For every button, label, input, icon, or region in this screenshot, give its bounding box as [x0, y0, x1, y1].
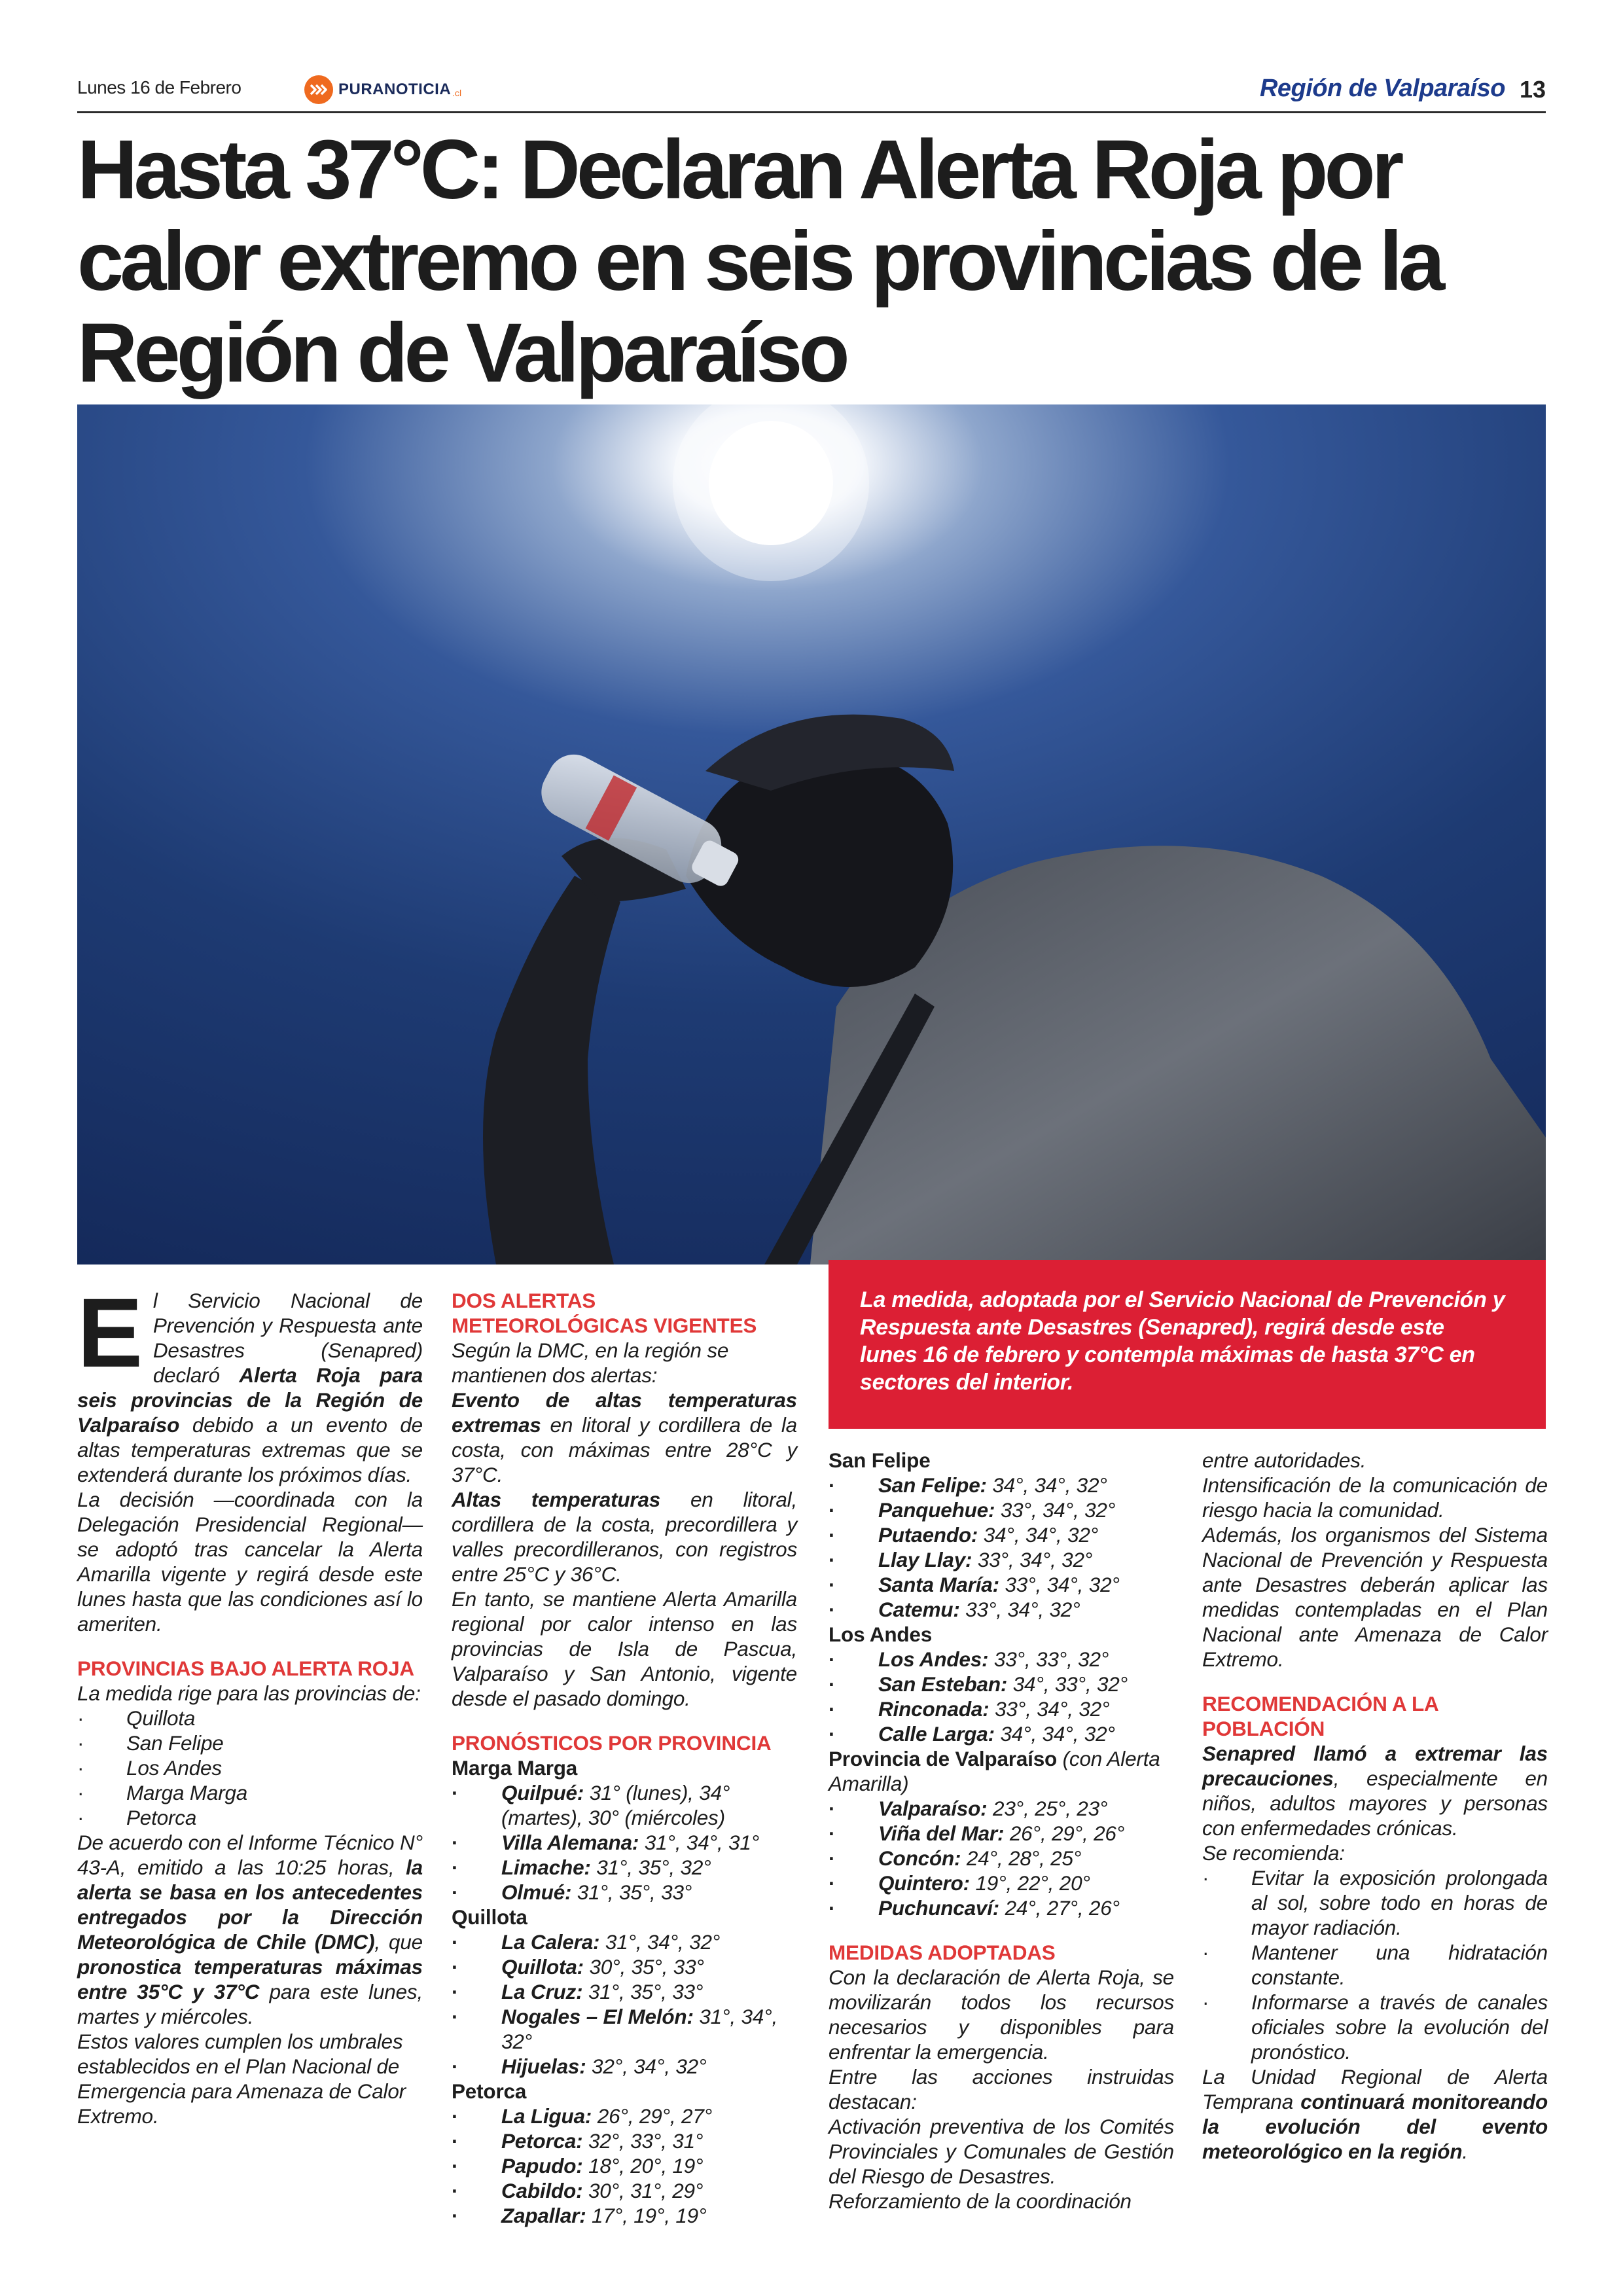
- locality-name: Zapallar:: [501, 2204, 586, 2227]
- column-1: [77, 1278, 423, 2128]
- locality-temps: 30°, 31°, 29°: [582, 2179, 704, 2202]
- forecast-item: [452, 1979, 797, 2004]
- forecast-list: [829, 1796, 1174, 1920]
- text-bold: Altas temperaturas: [452, 1488, 661, 1511]
- locality-name: Limache:: [501, 1856, 591, 1879]
- locality-temps: 24°, 28°, 25°: [961, 1846, 1082, 1870]
- locality-name: Puchuncaví:: [878, 1896, 1000, 1920]
- forecast-group-title: [829, 1448, 1174, 1473]
- text-bold: la alerta se basa en los antecedentes entregados por la Dirección Meteorológica de Chile (DMC): [77, 1856, 423, 1954]
- forecast-item: [829, 1597, 1174, 1622]
- locality-temps: 32°, 33°, 31°: [582, 2129, 704, 2153]
- locality-temps: 26°, 29°, 26°: [1004, 1821, 1125, 1845]
- forecast-item: [452, 1830, 797, 1855]
- heading-recomendacion: RECOMENDACIÓN A LA POBLACIÓN: [1202, 1692, 1438, 1740]
- forecast-group-title: [452, 2079, 797, 2104]
- list-item: · Marga Marga: [77, 1780, 423, 1805]
- province-name: Petorca: [452, 2079, 527, 2103]
- forecast-list: [829, 1473, 1174, 1622]
- text-run: en litoral, cordillera de la costa, precordillera y valles precordilleranos, con registros entre 25°C y 36°C.: [452, 1488, 798, 1586]
- forecast-item: [829, 1647, 1174, 1672]
- forecast-item: [829, 1572, 1174, 1597]
- lead-text: l Servicio Nacional de Prevención y Respuesta ante Desastres (Senapred) declaró: [152, 1289, 423, 1387]
- pull-quote-text: La medida, adoptada por el Servicio Nacional de Prevención y Respuesta ante Desastres (Senapred), regirá desde este lunes 16 de febrero y contempla máximas de hasta 37°C en sectores del interior.: [860, 1287, 1505, 1395]
- locality-name: Cabildo:: [501, 2179, 583, 2202]
- forecast-item: [829, 1547, 1174, 1572]
- province-name: Marga Marga: [452, 1756, 578, 1780]
- locality-name: Los Andes:: [878, 1647, 989, 1671]
- locality-name: Santa María:: [878, 1573, 999, 1596]
- locality-name: Nogales – El Melón:: [501, 2005, 694, 2028]
- locality-temps: 23°, 25°, 23°: [987, 1797, 1108, 1820]
- forecast-item: [452, 2153, 797, 2178]
- locality-name: La Cruz:: [501, 1980, 583, 2003]
- locality-temps: 33°, 34°, 32°: [972, 1548, 1093, 1571]
- locality-temps: 31°, 34°, 32°: [501, 2005, 778, 2053]
- forecast-item: [452, 2203, 797, 2228]
- issue-date: Lunes 16 de Febrero: [77, 77, 241, 98]
- forecast-list: [452, 2104, 797, 2228]
- locality-name: Putaendo:: [878, 1523, 978, 1547]
- paragraph-precauciones: [1202, 1741, 1548, 1840]
- list-item: · Mantener una hidratación constante.: [1202, 1940, 1548, 1990]
- paragraph-autoridades: entre autoridades.: [1202, 1448, 1366, 1472]
- province-name: Provincia de Valparaíso: [829, 1747, 1058, 1770]
- locality-temps: 31°, 35°, 33°: [571, 1880, 692, 1904]
- paragraph-unidad: [1202, 2064, 1548, 2164]
- logo-wordmark: PURANOTICIA: [338, 81, 452, 98]
- province-note: (con Alerta Amarilla): [829, 1747, 1160, 1795]
- paragraph-alerta-amarilla: En tanto, se mantiene Alerta Amarilla regional por calor intenso en las provincias de Isla de Pascua, Valparaíso y San Antonio, vigente desde el pasado domingo.: [452, 1587, 797, 1710]
- locality-name: Olmué:: [501, 1880, 572, 1904]
- locality-name: Llay Llay:: [878, 1548, 972, 1571]
- locality-name: Quintero:: [878, 1871, 970, 1895]
- locality-name: Quilpué:: [501, 1781, 584, 1804]
- forecast-item: [452, 2104, 797, 2128]
- locality-name: Rinconada:: [878, 1697, 990, 1721]
- text-bold: pronostica temperaturas máximas entre 35°C y 37°C: [77, 1955, 423, 2003]
- forecast-list: [452, 1929, 797, 2079]
- paragraph-acciones: Entre las acciones instruidas destacan:: [829, 2065, 1174, 2113]
- forecast-item: [452, 1929, 797, 1954]
- list-item: · Quillota: [77, 1706, 423, 1731]
- province-name: Quillota: [452, 1905, 527, 1929]
- paragraph-alerta-2: [452, 1487, 797, 1587]
- locality-name: Calle Larga:: [878, 1722, 995, 1746]
- paragraph-sistema: Además, los organismos del Sistema Nacional de Prevención y Respuesta ante Desastres deberán aplicar las medidas contempladas en el Plan Nacional ante Amenaza de Calor Extremo.: [1202, 1523, 1548, 1671]
- forecast-item: [452, 2054, 797, 2079]
- locality-name: Panquehue:: [878, 1498, 995, 1522]
- paragraph-comites: Activación preventiva de los Comités Provinciales y Comunales de Gestión del Riesgo de Desastres.: [829, 2115, 1174, 2188]
- locality-temps: 34°, 34°, 32°: [978, 1523, 1099, 1547]
- text-run: .: [1462, 2140, 1468, 2163]
- page-number: 13: [1519, 76, 1546, 103]
- heading-medidas: MEDIDAS ADOPTADAS: [829, 1941, 1056, 1964]
- forecast-list: [829, 1647, 1174, 1746]
- locality-temps: 33°, 34°, 32°: [999, 1573, 1120, 1596]
- forecast-group-title: [829, 1746, 1174, 1796]
- forecast-item: [829, 1473, 1174, 1498]
- forecast-item: [829, 1672, 1174, 1696]
- text-run: De acuerdo con el Informe Técnico N° 43-A, emitido a las 10:25 horas,: [77, 1831, 423, 1879]
- locality-temps: 18°, 20°, 19°: [582, 2154, 704, 2178]
- header-divider: [77, 111, 1546, 113]
- text-run: en litoral y cordillera de la costa, con máximas entre 28°C y 37°C.: [452, 1413, 797, 1486]
- column-4: [1202, 1448, 1548, 2164]
- list-item: · San Felipe: [77, 1731, 423, 1755]
- locality-temps: 32°, 34°, 32°: [586, 2054, 707, 2078]
- province-name: Los Andes: [829, 1623, 933, 1646]
- pull-quote: [829, 1260, 1546, 1429]
- locality-name: San Felipe:: [878, 1473, 987, 1497]
- logo-suffix: .cl: [452, 88, 462, 98]
- forecast-group-title: [452, 1755, 797, 1780]
- forecast-item: [452, 1780, 797, 1830]
- lead-end: debido a un evento de altas temperaturas extremas que se extenderá durante los próximos días.: [77, 1413, 423, 1486]
- paragraph-decision: La decisión —coordinada con la Delegación Presidencial Regional— se adoptó tras cancelar la Alerta Amarilla vigente y regirá desde este lunes hasta que las condiciones así lo ameriten.: [77, 1488, 423, 1636]
- forecast-groups-b: [829, 1448, 1174, 1920]
- list-item: · Evitar la exposición prolongada al sol, sobre todo en horas de mayor radiación.: [1202, 1865, 1548, 1940]
- forecast-group-title: [829, 1622, 1174, 1647]
- heading-provincias: PROVINCIAS BAJO ALERTA ROJA: [77, 1657, 414, 1680]
- forecast-item: [829, 1498, 1174, 1522]
- column-2: [452, 1288, 797, 2228]
- locality-temps: 30°, 35°, 33°: [583, 1955, 704, 1979]
- text-run: para este lunes, martes y miércoles.: [77, 1980, 423, 2028]
- paragraph-umbrales: Estos valores cumplen los umbrales establecidos en el Plan Nacional de Emergencia para Amenaza de Calor Extremo.: [77, 2030, 406, 2128]
- paragraph-comunicacion: Intensificación de la comunicación de riesgo hacia la comunidad.: [1202, 1473, 1548, 1522]
- locality-temps: 33°, 34°, 32°: [989, 1697, 1110, 1721]
- locality-name: Quillota:: [501, 1955, 584, 1979]
- locality-name: La Calera:: [501, 1930, 600, 1954]
- locality-name: San Esteban:: [878, 1672, 1008, 1696]
- forecast-list: [452, 1780, 797, 1905]
- locality-name: Catemu:: [878, 1598, 960, 1621]
- locality-name: Villa Alemana:: [501, 1831, 639, 1854]
- locality-temps: 31°, 34°, 31°: [639, 1831, 760, 1854]
- locality-name: Petorca:: [501, 2129, 583, 2153]
- forecast-item: [829, 1796, 1174, 1821]
- locality-temps: 34°, 34°, 32°: [986, 1473, 1107, 1497]
- locality-name: Hijuelas:: [501, 2054, 586, 2078]
- paragraph-informe: [77, 1830, 423, 2029]
- locality-temps: 31°, 34°, 32°: [599, 1930, 721, 1954]
- drop-cap: E: [77, 1278, 143, 1388]
- locality-temps: 19°, 22°, 20°: [969, 1871, 1090, 1895]
- lead-bold: Alerta Roja para seis provincias de la Región de Valparaíso: [77, 1363, 423, 1437]
- paragraph-coordinacion: Reforzamiento de la coordinación: [829, 2189, 1132, 2213]
- province-name: San Felipe: [829, 1448, 931, 1472]
- paragraph-alerta-1: [452, 1388, 797, 1487]
- forecast-item: [452, 1855, 797, 1880]
- locality-temps: 33°, 34°, 32°: [959, 1598, 1080, 1621]
- article-headline: Hasta 37°C: Declaran Alerta Roja por calor extremo en seis provincias de la Región de Valparaíso: [77, 123, 1442, 400]
- paragraph-dmc: Según la DMC, en la región se mantienen dos alertas:: [452, 1338, 729, 1387]
- locality-name: Viña del Mar:: [878, 1821, 1005, 1845]
- paragraph-se-recomienda: Se recomienda:: [1202, 1841, 1345, 1865]
- forecast-item: [452, 1880, 797, 1905]
- list-item: · Los Andes: [77, 1755, 423, 1780]
- heading-alertas: DOS ALERTAS METEOROLÓGICAS VIGENTES: [452, 1289, 757, 1337]
- locality-temps: 26°, 29°, 27°: [592, 2104, 713, 2128]
- forecast-item: [829, 1696, 1174, 1721]
- list-item: · Informarse a través de canales oficiales sobre la evolución del pronóstico.: [1202, 1990, 1548, 2064]
- locality-temps: 33°, 34°, 32°: [995, 1498, 1116, 1522]
- forecast-item: [829, 1721, 1174, 1746]
- locality-temps: 31°, 35°, 32°: [590, 1856, 711, 1879]
- logo-arrows-icon: [304, 75, 333, 104]
- forecast-item: [452, 2178, 797, 2203]
- forecast-group-title: [452, 1905, 797, 1929]
- paragraph-medida: La medida rige para las provincias de:: [77, 1681, 421, 1705]
- locality-temps: 31° (lunes), 34° (martes), 30° (miércoles): [501, 1781, 730, 1829]
- forecast-item: [452, 1954, 797, 1979]
- locality-temps: 31°, 35°, 33°: [582, 1980, 704, 2003]
- forecast-item: [829, 1895, 1174, 1920]
- column-3: [829, 1448, 1174, 2214]
- text-bold: continuará monitoreando la evolución del evento meteorológico en la región: [1202, 2090, 1548, 2163]
- locality-temps: 24°, 27°, 26°: [999, 1896, 1120, 1920]
- list-item: · Petorca: [77, 1805, 423, 1830]
- recommendations-list: [1202, 1865, 1548, 2064]
- locality-temps: 33°, 33°, 32°: [988, 1647, 1109, 1671]
- locality-temps: 34°, 34°, 32°: [994, 1722, 1115, 1746]
- forecast-item: [829, 1871, 1174, 1895]
- forecast-item: [829, 1522, 1174, 1547]
- text-bold: Evento de altas temperaturas extremas: [452, 1388, 797, 1437]
- puranoticia-logo[interactable]: [304, 76, 461, 103]
- text-bold: Senapred llamó a extremar las precauciones: [1202, 1742, 1548, 1790]
- text-run: La Unidad Regional de Alerta Temprana: [1202, 2065, 1548, 2113]
- locality-name: Valparaíso:: [878, 1797, 988, 1820]
- forecast-item: [829, 1846, 1174, 1871]
- locality-temps: 34°, 33°, 32°: [1007, 1672, 1128, 1696]
- forecast-groups-a: [452, 1755, 797, 2228]
- section-title: Región de Valparaíso: [1259, 75, 1505, 102]
- locality-name: La Ligua:: [501, 2104, 592, 2128]
- heading-pronosticos: PRONÓSTICOS POR PROVINCIA: [452, 1731, 772, 1755]
- paragraph-recursos: Con la declaración de Alerta Roja, se movilizarán todos los recursos necesarios y disponibles para enfrentar la emergencia.: [829, 1965, 1174, 2064]
- locality-name: Concón:: [878, 1846, 961, 1870]
- provinces-list: [77, 1706, 423, 1830]
- lead-paragraph: [77, 1278, 423, 1487]
- article-photo: [77, 404, 1546, 1265]
- locality-name: Papudo:: [501, 2154, 583, 2178]
- text-run: , que: [374, 1930, 423, 1954]
- forecast-item: [452, 2004, 797, 2054]
- text-run: , especialmente en niños, adultos mayores y personas con enfermedades crónicas.: [1202, 1767, 1548, 1840]
- forecast-item: [829, 1821, 1174, 1846]
- forecast-item: [452, 2128, 797, 2153]
- locality-temps: 17°, 19°, 19°: [586, 2204, 707, 2227]
